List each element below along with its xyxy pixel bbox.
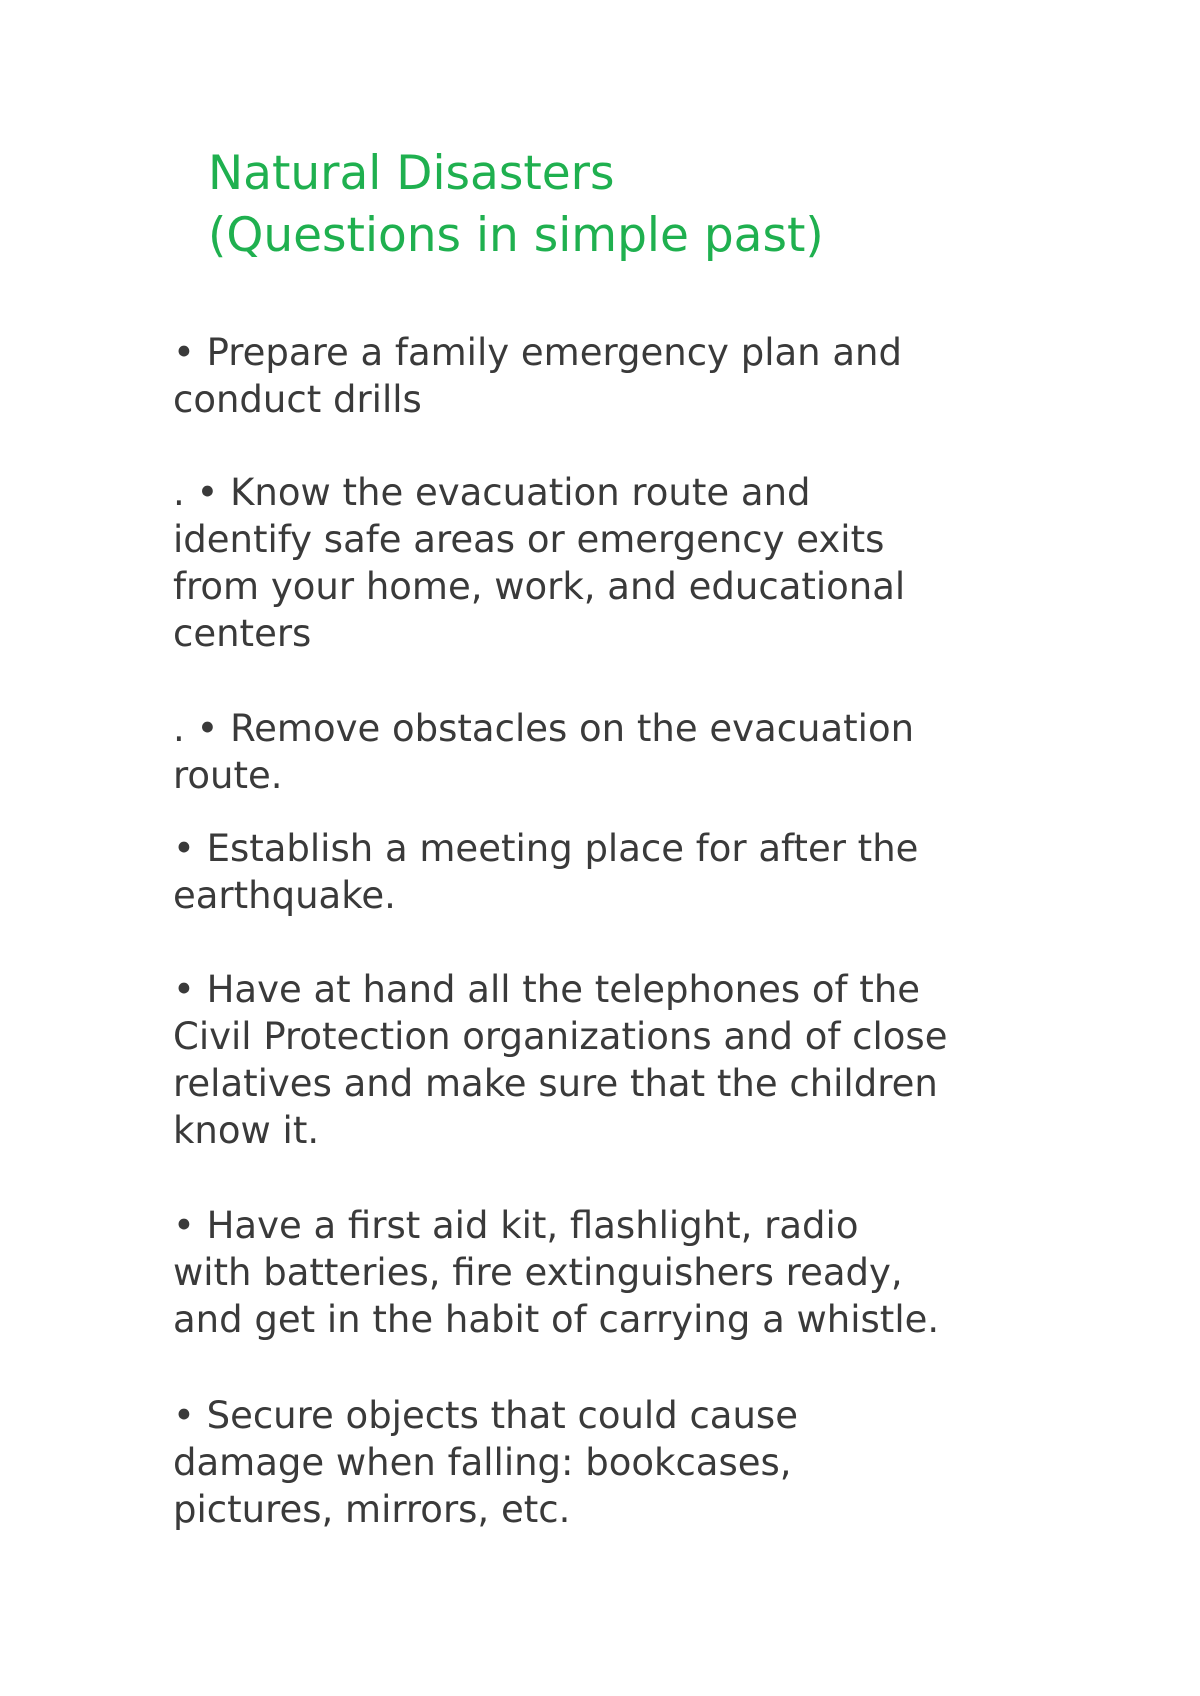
text-line: route.: [173, 754, 283, 797]
text-line: • Have at hand all the telephones of the: [173, 968, 921, 1011]
text-line: earthquake.: [173, 874, 396, 917]
bullet-item-secure-objects: [173, 1392, 1053, 1533]
text-line: centers: [173, 612, 312, 655]
bullet-item-emergency-plan: [173, 329, 1053, 423]
text-line: • Prepare a family emergency plan and: [173, 331, 902, 374]
text-line: from your home, work, and educational: [173, 565, 906, 608]
text-line: • Establish a meeting place for after the: [173, 827, 919, 870]
bullet-item-meeting-place: [173, 825, 1053, 919]
bullet-item-evacuation-route: [173, 469, 1053, 657]
page-title: [208, 143, 824, 267]
title-line-1: Natural Disasters: [208, 146, 615, 201]
text-line: and get in the habit of carrying a whistle.: [173, 1298, 940, 1341]
text-line: know it.: [173, 1109, 320, 1152]
text-line: Civil Protection organizations and of close: [173, 1015, 948, 1058]
text-line: • Secure objects that could cause: [173, 1394, 798, 1437]
text-line: damage when falling: bookcases,: [173, 1441, 792, 1484]
text-line: relatives and make sure that the children: [173, 1062, 938, 1105]
text-line: • Have a first aid kit, flashlight, radio: [173, 1204, 859, 1247]
text-line: identify safe areas or emergency exits: [173, 518, 885, 561]
text-line: with batteries, fire extinguishers ready,: [173, 1251, 903, 1294]
bullet-item-telephones: [173, 966, 1053, 1154]
title-line-2: (Questions in simple past): [208, 208, 824, 263]
bullet-item-remove-obstacles: [173, 705, 1053, 799]
text-line: . • Remove obstacles on the evacuation: [173, 707, 915, 750]
text-line: . • Know the evacuation route and: [173, 471, 811, 514]
text-line: pictures, mirrors, etc.: [173, 1488, 571, 1531]
text-line: conduct drills: [173, 378, 422, 421]
bullet-item-first-aid-kit: [173, 1202, 1053, 1343]
